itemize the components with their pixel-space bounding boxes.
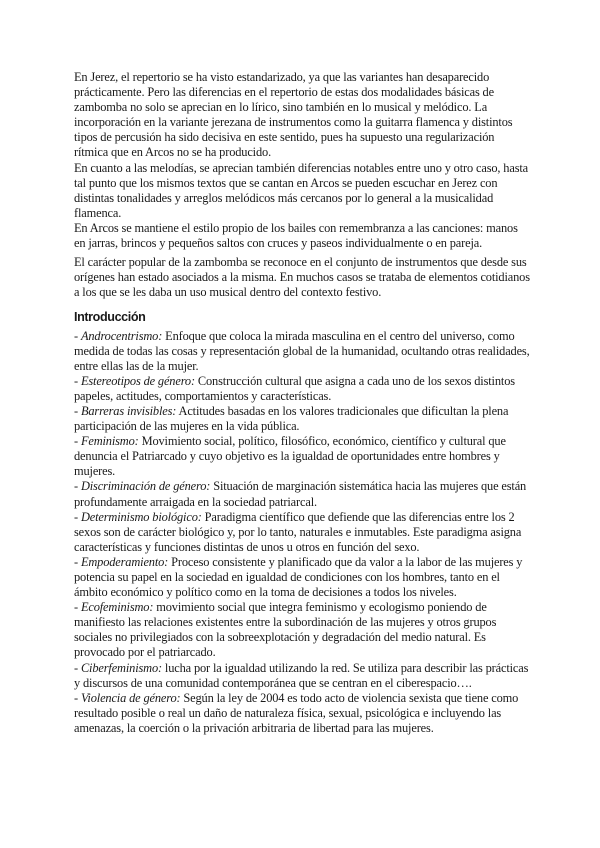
definition-ciberfeminismo: [74, 661, 530, 691]
definition-determinismo: [74, 510, 530, 555]
definition-estereotipos: [74, 374, 530, 404]
definition-prefix: -: [74, 479, 81, 494]
definition-violencia: [74, 691, 530, 736]
definition-text: Actitudes basadas en los valores tradicionales que dificultan la plena participación de las mujeres en la vida pública.: [74, 403, 509, 434]
definition-ecofeminismo: [74, 600, 530, 660]
definition-barreras: [74, 404, 530, 434]
definition-term: Discriminación de género:: [80, 479, 211, 494]
definition-term: Determinismo biológico:: [80, 509, 202, 524]
definition-term: Barreras invisibles:: [80, 403, 177, 418]
definition-text: Movimiento social, político, filosófico, económico, científico y cultural que denuncia el Patriarcado y cuyo objetivo es la igualdad de oportunidades entre hombres y mujeres.: [74, 434, 506, 479]
definition-prefix: -: [74, 403, 81, 418]
definition-prefix: -: [74, 328, 81, 343]
definition-term: Violencia de género:: [80, 690, 181, 705]
document-page: [74, 70, 530, 736]
definition-androcentrismo: [74, 329, 530, 374]
paragraph-melodias: En cuanto a las melodías, se aprecian también diferencias notables entre uno y otro caso, hasta tal punto que los mismos textos que se cantan en Arcos se pueden escuchar en Jerez con distintas tonalidades y arreglos melódicos más cercanos por lo general a la musicalidad flamenca.: [74, 160, 529, 220]
paragraph-repertorio: En Jerez, el repertorio se ha visto estandarizado, ya que las variantes han desaparecido prácticamente. Pero las diferencias en el repertorio de estas dos modalidades básicas de zambomba no solo se aprecian en lo lírico, sino también en lo musical y melódico. La incorporación en la variante jerezana de instrumentos como la guitarra flamenca y distintos tipos de percusión ha sido decisiva en este sentido, pues ha supuesto una regularización rítmica que en Arcos no se ha producido.: [74, 70, 513, 160]
definition-text: lucha por la igualdad utilizando la red. Se utiliza para describir las prácticas y discursos de una comunidad contemporánea que se centran en el ciberespacio….: [74, 660, 529, 690]
definition-term: Estereotipos de género:: [80, 373, 195, 388]
definition-text: movimiento social que integra feminismo y ecologismo poniendo de manifiesto las relaciones existentes entre la subordinación de las mujeres y otros grupos sociales no privilegiados con la sobreexplotación y degradación del medio natural. Es provocado por el patriarcado.: [74, 600, 497, 660]
definition-term: Feminismo:: [80, 434, 139, 449]
definition-text: Construcción cultural que asigna a cada uno de los sexos distintos papeles, actitudes, comportamientos y características.: [74, 373, 515, 403]
definition-prefix: -: [74, 600, 81, 615]
definition-text: Según la ley de 2004 es todo acto de violencia sexista que tiene como resultado posible o real un daño de naturaleza física, sexual, psicológica e incluyendo las amenazas, la coerción o la privación arbitraria de libertad para las mujeres.: [74, 690, 519, 735]
definition-term: Ecofeminismo:: [80, 600, 154, 615]
section-heading: Introducción: [74, 310, 146, 325]
definition-empoderamiento: [74, 555, 530, 600]
definition-text: Paradigma científico que defiende que las diferencias entre los 2 sexos son de carácter biológico y, por lo tanto, naturales e inmutables. Este paradigma asigna características y funciones distintas de unos u otros en función del sexo.: [74, 509, 522, 554]
definition-term: Androcentrismo:: [80, 328, 163, 343]
definition-prefix: -: [74, 554, 81, 569]
definition-prefix: -: [74, 434, 81, 449]
definition-discriminacion: [74, 479, 530, 509]
definition-prefix: -: [74, 690, 81, 705]
paragraph-bailes: En Arcos se mantiene el estilo propio de los bailes con remembranza a las canciones: manos en jarras, brincos y pequeños saltos con cruces y paseos individualmente o en pareja.: [74, 220, 518, 251]
definition-text: Enfoque que coloca la mirada masculina en el centro del universo, como medida de todas las cosas y representación global de la humanidad, ocultando otras realidades, entre ellas las de la mujer.: [74, 328, 530, 373]
paragraph-instrumentos: El carácter popular de la zambomba se reconoce en el conjunto de instrumentos que desde sus orígenes han estado asociados a la misma. En muchos casos se trataba de elementos cotidianos a los que se les daba un uso musical dentro del contexto festivo.: [74, 255, 530, 300]
definition-prefix: -: [74, 660, 81, 675]
definition-term: Empoderamiento:: [80, 554, 169, 569]
definition-feminismo: [74, 434, 530, 479]
definition-text: Situación de marginación sistemática hacia las mujeres que están profundamente arraigada en la sociedad patriarcal.: [74, 479, 527, 509]
definition-text: Proceso consistente y planificado que da valor a la labor de las mujeres y potencia su papel en la sociedad en igualdad de condiciones con los hombres, tanto en el ámbito económico y político como en la toma de decisiones a todos los niveles.: [74, 554, 523, 600]
definition-prefix: -: [74, 509, 81, 524]
definition-list: [74, 329, 530, 737]
definition-prefix: -: [74, 373, 81, 388]
definition-term: Ciberfeminismo:: [80, 660, 162, 675]
